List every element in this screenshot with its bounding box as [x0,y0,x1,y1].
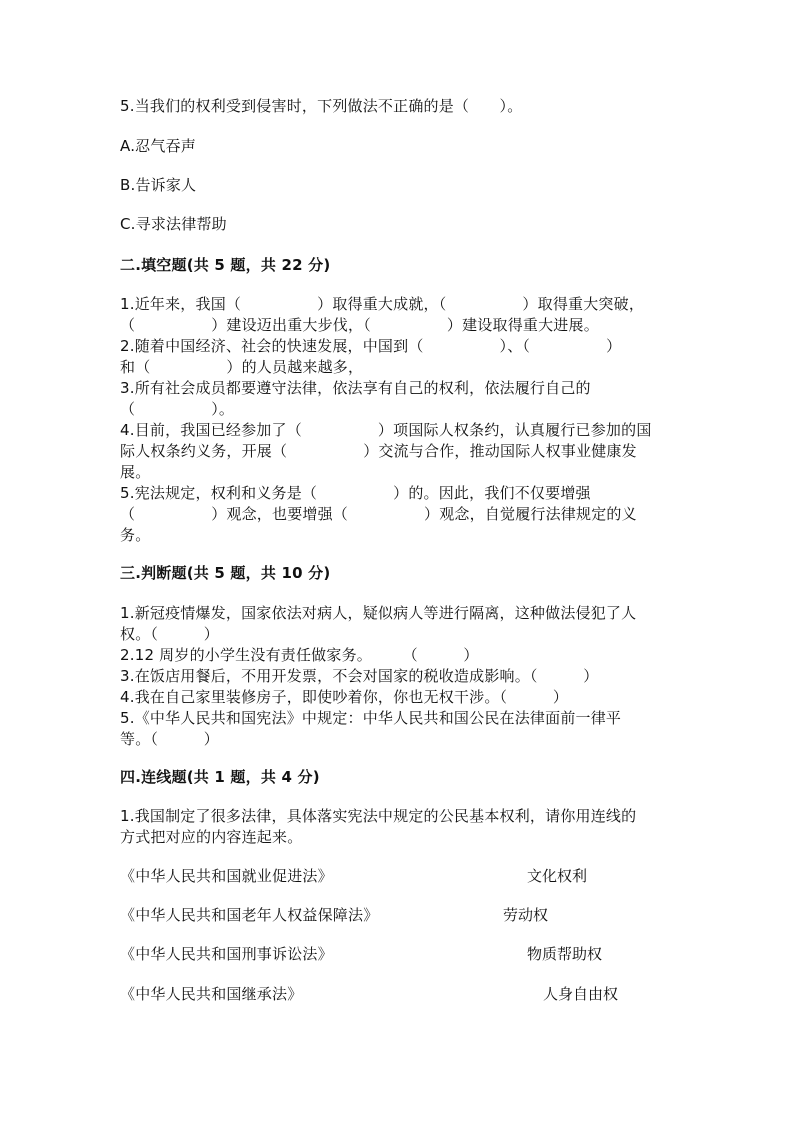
judge-line-1: 1.新冠疫情爆发，国家依法对病人，疑似病人等进行隔离，这种做法侵犯了人 [120,604,637,622]
match-stem-line-2: 方式把对应的内容连起来。 [120,828,303,846]
match-left-item-1: 《中华人民共和国就业促进法》 [120,867,333,885]
judge-line-7: 等。（ ） [120,730,219,748]
q5-option-b: B.告诉家人 [120,176,197,194]
q5-option-a: A.忍气吞声 [120,137,196,155]
match-left-item-2: 《中华人民共和国老年人权益保障法》 [120,906,379,924]
fill-section-heading: 二.填空题(共 5 题，共 22 分) [120,256,331,274]
fill-line-7: 4.目前，我国已经参加了（ ）项国际人权条约，认真履行已参加的国 [120,421,652,439]
match-stem-line-1: 1.我国制定了很多法律，具体落实宪法中规定的公民基本权利，请你用连线的 [120,807,637,825]
q5-stem: 5.当我们的权利受到侵害时，下列做法不正确的是（ ）。 [120,97,523,115]
match-right-item-4: 人身自由权 [543,985,619,1003]
fill-line-9: 展。 [120,463,151,481]
fill-line-8: 际人权条约义务，开展（ ）交流与合作，推动国际人权事业健康发 [120,442,637,460]
fill-line-12: 务。 [120,526,151,544]
match-left-item-4: 《中华人民共和国继承法》 [120,985,303,1003]
judge-section-heading: 三.判断题(共 5 题，共 10 分) [120,564,331,582]
fill-line-3: 2.随着中国经济、社会的快速发展，中国到（ ）、（ ） [120,337,622,355]
judge-line-2: 权。（ ） [120,625,219,643]
fill-line-6: （ ）。 [120,400,235,418]
match-right-item-2: 劳动权 [503,906,549,924]
fill-line-4: 和（ ）的人员越来越多， [120,358,364,376]
match-left-item-3: 《中华人民共和国刑事诉讼法》 [120,945,333,963]
fill-line-2: （ ）建设迈出重大步伐，（ ）建设取得重大进展。 [120,316,599,334]
judge-line-3: 2.12 周岁的小学生没有责任做家务。 （ ） [120,646,479,664]
judge-line-5: 4.我在自己家里装修房子，即使吵着你，你也无权干涉。（ ） [120,688,569,706]
fill-line-11: （ ）观念，也要增强（ ）观念，自觉履行法律规定的义 [120,505,637,523]
q5-option-c: C.寻求法律帮助 [120,215,227,233]
match-right-item-3: 物质帮助权 [527,945,603,963]
fill-line-5: 3.所有社会成员都要遵守法律，依法享有自己的权利，依法履行自己的 [120,379,591,397]
judge-line-6: 5.《中华人民共和国宪法》中规定：中华人民共和国公民在法律面前一律平 [120,709,622,727]
fill-line-10: 5.宪法规定，权利和义务是（ ）的。因此，我们不仅要增强 [120,484,591,502]
match-right-item-1: 文化权利 [527,867,588,885]
judge-line-4: 3.在饭店用餐后，不用开发票，不会对国家的税收造成影响。（ ） [120,667,599,685]
fill-line-1: 1.近年来，我国（ ）取得重大成就，（ ）取得重大突破， [120,295,645,313]
match-section-heading: 四.连线题(共 1 题，共 4 分) [120,768,320,786]
